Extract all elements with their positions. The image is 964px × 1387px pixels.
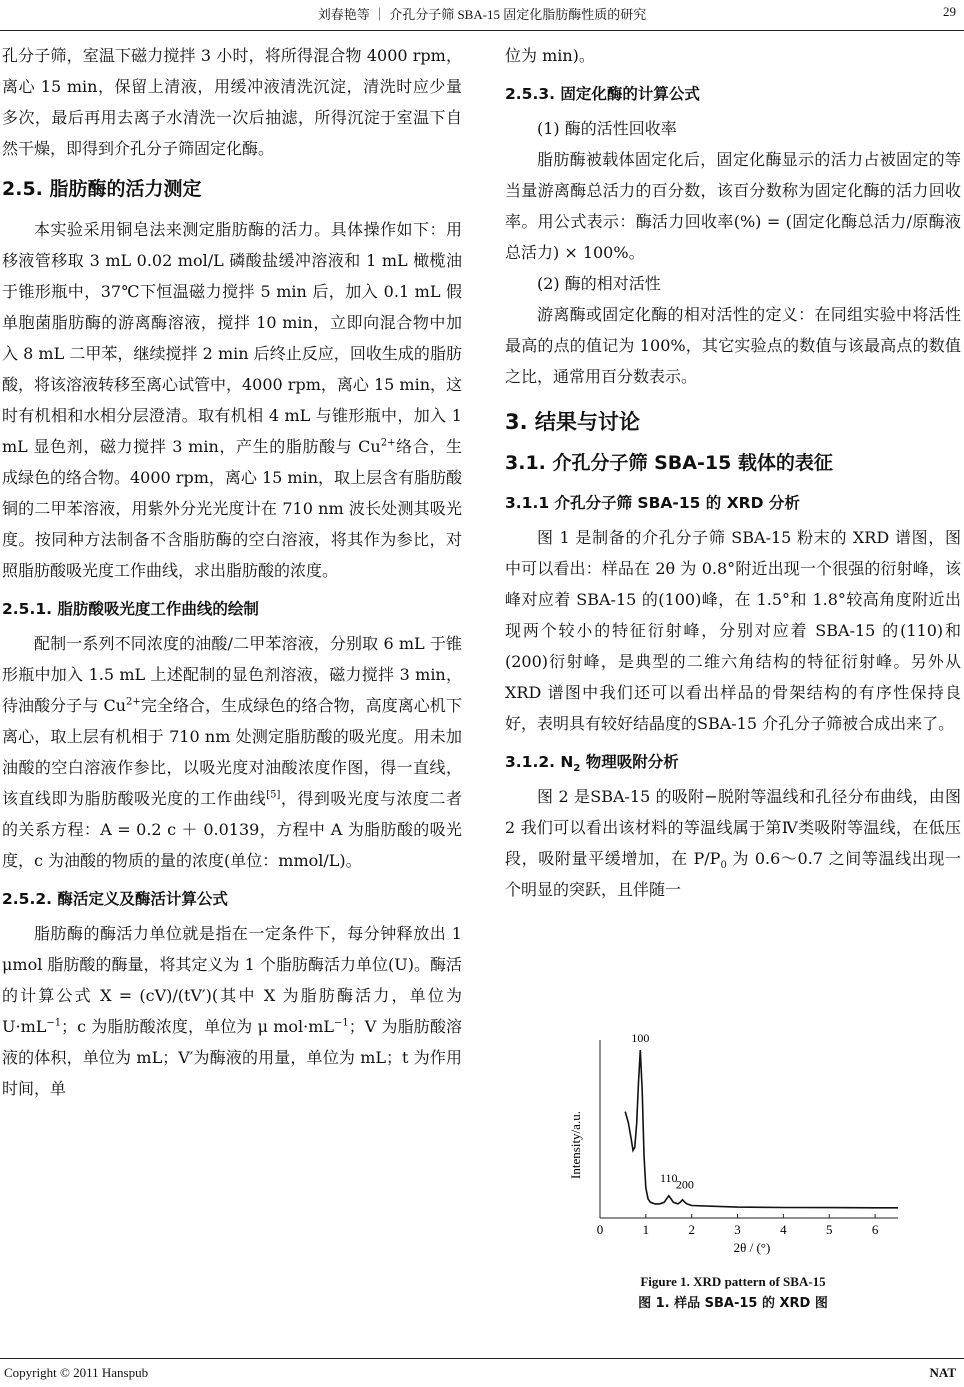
paragraph-3-1-1: 图 1 是制备的介孔分子筛 SBA-15 粉末的 XRD 谱图，图中可以看出：样品在 2θ 为 0.8°附近出现一个很强的衍射峰，该峰对应着 SBA-15 的(100)峰，在 1.5°和 1.8°较高角度附近出现两个较小的特征衍射峰，分别对应着 SBA-15 的(110)和(200)衍射峰，是典型的二维六角结构的特征衍射峰。另外从 XRD 谱图中我们还可以看出样品的骨架结构的有序性保持良好，表明具有较好结晶度的SBA-15 介孔分子筛被合成出来了。 (505, 528, 961, 733)
page-footer (0, 1358, 964, 1387)
heading-2-5-3: 2.5.3. 固定化酶的计算公式 (505, 85, 700, 103)
heading-3: 3. 结果与讨论 (505, 410, 640, 434)
peak-label: 110 (659, 1170, 678, 1185)
paragraph-continued: 位为 min)。 (505, 46, 595, 65)
x-tick-label: 3 (734, 1222, 741, 1237)
x-tick-label: 1 (642, 1222, 650, 1237)
heading-2-5-1: 2.5.1. 脂肪酸吸光度工作曲线的绘制 (2, 600, 259, 618)
x-tick-label: 2 (688, 1222, 695, 1237)
xrd-chart (562, 1030, 906, 1260)
heading-3-1: 3.1. 介孔分子筛 SBA-15 载体的表征 (505, 452, 833, 474)
xrd-figure (562, 1030, 906, 1260)
page-header (0, 0, 964, 31)
figure-caption-en: Figure 1. XRD pattern of SBA-15 (640, 1274, 826, 1289)
sub-label-1: (1) 酶的活性回收率 (537, 119, 677, 138)
heading-2-5-2: 2.5.2. 酶活定义及酶活计算公式 (2, 890, 228, 908)
right-column (505, 40, 961, 905)
x-tick-label: 5 (825, 1222, 833, 1237)
x-tick-label: 6 (871, 1222, 879, 1237)
y-axis-label: Intensity/a.u. (568, 1111, 583, 1179)
x-tick-label: 4 (780, 1222, 787, 1237)
paragraph-2-5-1: 配制一系列不同浓度的油酸/二甲苯溶液，分别取 6 mL 于锥形瓶中加入 1.5 mL 上述配制的显色剂溶液，磁力搅拌 3 min，待油酸分子与 $Cu^{2+}$完全络合，生成绿色的络合物，高度离心机下离心，取上层有机相于 710 nm 处测定脂肪酸的吸光度。用未加油酸的空白溶液作参比，以吸光度对油酸浓度作图，得一直线，该直线即为脂肪酸吸光度的工作曲线[5]，得到吸光度与浓度二者的关系方程：A = 0.2 c ＋ 0.0139，方程中 A 为脂肪酸的吸光度，c 为油酸的物质的量的浓度(单位：mmol/L)。 (2, 634, 462, 870)
x-axis-label: 2θ / (°) (733, 1240, 771, 1255)
heading-3-1-2: 3.1.2. $N_2$ 物理吸附分析 (505, 753, 679, 775)
paragraph-2-5: 本实验采用铜皂法来测定脂肪酶的活力。具体操作如下：用移液管移取 3 mL 0.02 mol/L 磷酸盐缓冲溶液和 1 mL 橄榄油于锥形瓶中，37℃下恒温磁力搅拌 5 min 后，加入 0.1 mL 假单胞菌脂肪酶的游离酶溶液，搅拌 10 min，立即向混合物中加入 8 mL 二甲苯，继续搅拌 2 min 后终止反应，回收生成的脂肪酸，将该溶液转移至离心试管中，4000 rpm，离心 15 min，这时有机相和水相分层澄清。取有机相 4 mL 与锥形瓶中，加入 1 mL 显色剂，磁力搅拌 3 min，产生的脂肪酸与 $Cu^{2+}$络合，生成绿色的络合物。4000 rpm，离心 15 min，取上层含有脂肪酸铜的二甲苯溶液，用紫外分光光度计在 710 nm 波长处测其吸光度。按同种方法制备不含脂肪酶的空白溶液，将其作为参比，对照脂肪酸吸光度工作曲线，求出脂肪酸的浓度。 (2, 220, 462, 580)
paragraph-2-5-2: 脂肪酶的酶活力单位就是指在一定条件下，每分钟释放出 1 μmol 脂肪酸的酶量，将其定义为 1 个脂肪酶活力单位(U)。酶活的计算公式 X = (cV)/(tV′)(其中 X 为脂肪酶活力，单位为 $U\cdot mL^{-1}$；c 为脂肪酸浓度，单位为 μ $mol\cdot mL^{-1}$；V 为脂肪酸溶液的体积，单位为 mL；V′为酶液的用量，单位为 mL；t 为作用时间，单 (2, 924, 462, 1098)
heading-3-1-1: 3.1.1 介孔分子筛 SBA-15 的 XRD 分析 (505, 494, 800, 512)
page-number: 29 (943, 4, 956, 19)
x-tick-label: 0 (596, 1222, 604, 1237)
figure-caption-zh: 图 1. 样品 SBA-15 的 XRD 图 (638, 1296, 828, 1311)
paragraph-3-1-2: 图 2 是SBA-15 的吸附−脱附等温线和孔径分布曲线，由图 2 我们可以看出该材料的等温线属于第Ⅳ类吸附等温线，在低压段，吸附量平缓增加，在 $P/P_0$ 为 0.6～0.7 之间等温线出现一个明显的突跃，且伴随一 (505, 787, 961, 899)
sub-label-2: (2) 酶的相对活性 (537, 274, 661, 293)
citation-ref: [5] (266, 789, 281, 801)
paragraph-relative-activity: 游离酶或固定化酶的相对活性的定义：在同组实验中将活性最高的点的值记为 100%，其它实验点的数值与该最高点的数值之比，通常用百分数表示。 (505, 305, 961, 386)
peak-label: 100 (631, 1031, 650, 1045)
heading-2-5: 2.5. 脂肪酶的活力测定 (2, 178, 202, 200)
journal-abbrev: NAT (929, 1365, 956, 1380)
paragraph-intro: 孔分子筛，室温下磁力搅拌 3 小时，将所得混合物 4000 rpm，离心 15 min，保留上清液，用缓冲液清洗沉淀，清洗时应少量多次，最后再用去离子水清洗一次后抽滤，所得沉淀于室温下自然干燥，即得到介孔分子筛固定化酶。 (2, 46, 462, 158)
left-column (2, 40, 462, 1104)
paragraph-activity-recovery: 脂肪酶被载体固定化后，固定化酶显示的活力占被固定的等当量游离酶总活力的百分数，该百分数称为固定化酶的活力回收率。用公式表示：酶活力回收率(%) = (固定化酶总活力/原酶液总活力) × 100%。 (505, 150, 961, 262)
copyright: Copyright © 2011 Hanspub (4, 1365, 149, 1380)
running-title: 刘春艳等 ｜ 介孔分子筛 SBA-15 固定化脂肪酶性质的研究 (317, 7, 647, 22)
peak-label: 200 (675, 1177, 694, 1192)
